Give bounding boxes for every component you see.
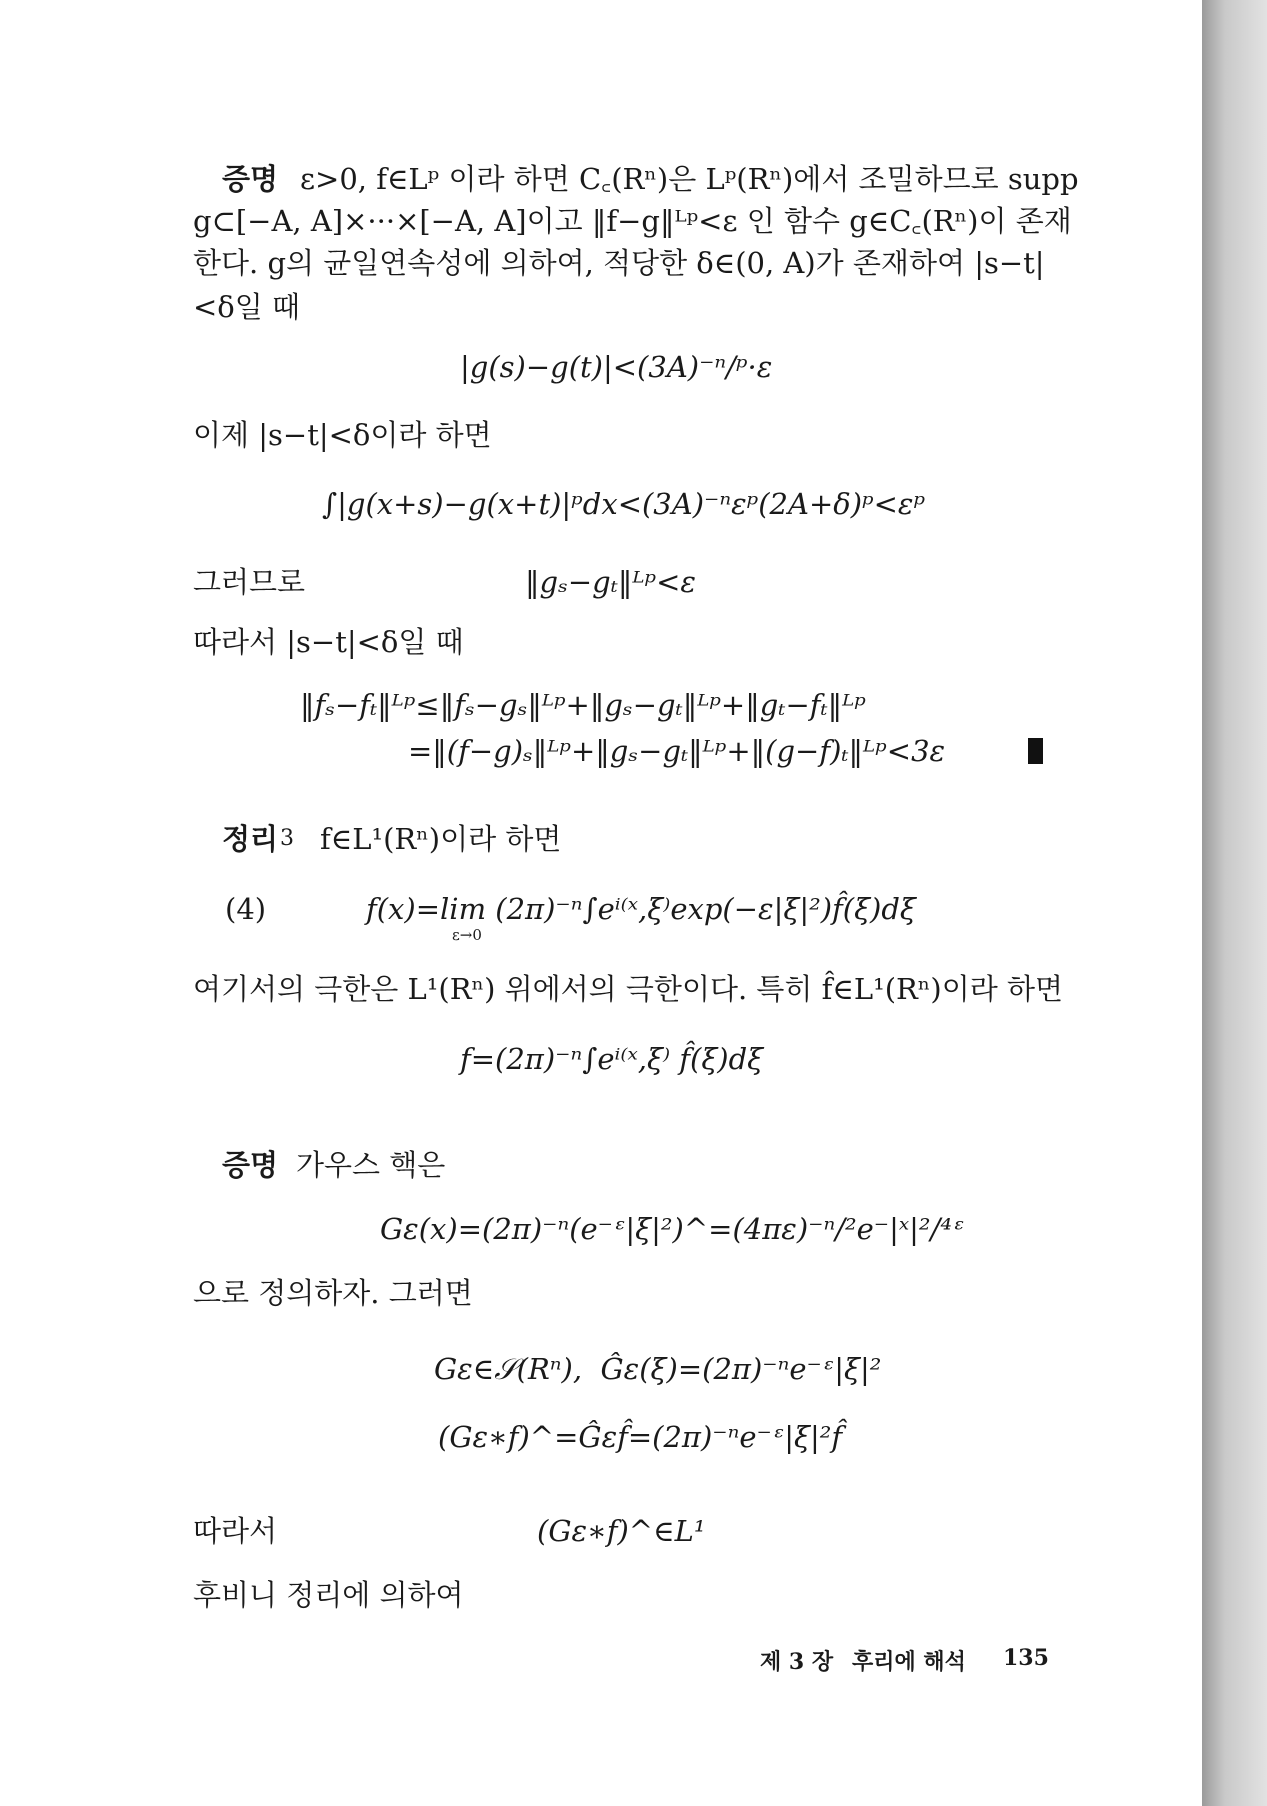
- theorem-number: 3: [280, 826, 294, 851]
- proof1-line4: <δ일 때: [193, 290, 301, 324]
- proof1-eq4b: =‖(f−g)ₛ‖ᴸᵖ+‖gₛ−gₜ‖ᴸᵖ+‖(g−f)ₜ‖ᴸᵖ<3ε: [408, 734, 946, 768]
- proof1-eq2: ∫|g(x+s)−g(x+t)|ᵖdx<(3A)⁻ⁿεᵖ(2A+δ)ᵖ<εᵖ: [322, 487, 926, 521]
- lim-subscript: ε→0: [452, 926, 482, 944]
- theorem-eq: f(x)=lim (2π)⁻ⁿ∫eⁱ⁽ˣ,ξ⁾exp(−ε|ξ|²)f̂(ξ)dξ: [366, 892, 916, 926]
- proof1-heading: 증명: [222, 162, 279, 196]
- proof2-line3: 후비니 정리에 의하여: [193, 1578, 464, 1612]
- footer-title: 후리에 해석: [852, 1649, 966, 1675]
- proof1-line1: ε>0, f∈Lᵖ 이라 하면 C꜀(Rⁿ)은 Lᵖ(Rⁿ)에서 조밀하므로 supp: [300, 162, 1079, 196]
- page-number: 135: [1003, 1645, 1049, 1671]
- proof2-line1: 가우스 핵은: [296, 1148, 446, 1182]
- footer-chapter: 제 3 장: [760, 1649, 834, 1675]
- theorem-heading: 정리: [222, 822, 279, 856]
- proof2-line2: 으로 정의하자. 그러면: [193, 1276, 473, 1310]
- page-stack-edge: [1202, 0, 1267, 1806]
- proof2-heading: 증명: [222, 1148, 279, 1182]
- qed-mark: [1028, 738, 1043, 764]
- proof2-therefore-label: 따라서: [193, 1514, 278, 1548]
- proof2-eq2: Gε∈𝒮(Rⁿ), Ĝε(ξ)=(2π)⁻ⁿe⁻ᵋ|ξ|²: [434, 1352, 882, 1386]
- proof1-line3: 한다. g의 균일연속성에 의하여, 적당한 δ∈(0, A)가 존재하여 |s−t|: [193, 246, 1045, 280]
- proof1-eq3: ‖gₛ−gₜ‖ᴸᵖ<ε: [525, 565, 696, 599]
- proof1-line6: 따라서 |s−t|<δ일 때: [193, 625, 464, 659]
- proof1-line2: g⊂[−A, A]×···×[−A, A]이고 ‖f−g‖ᴸᵖ<ε 인 함수 g∈C꜀(Rⁿ)이 존재: [193, 204, 1072, 238]
- proof1-eq1: |g(s)−g(t)|<(3A)⁻ⁿ/ᵖ·ε: [460, 350, 773, 384]
- theorem-eq2: f=(2π)⁻ⁿ∫eⁱ⁽ˣ,ξ⁾ f̂(ξ)dξ: [460, 1042, 764, 1076]
- theorem-statement: f∈L¹(Rⁿ)이라 하면: [320, 822, 562, 856]
- proof2-eq3: (Gε∗f)^=Ĝεf̂=(2π)⁻ⁿe⁻ᵋ|ξ|²f̂: [438, 1420, 843, 1454]
- proof2-eq4: (Gε∗f)^∈L¹: [537, 1514, 706, 1548]
- proof2-eq1: Gε(x)=(2π)⁻ⁿ(e⁻ᵋ|ξ|²)^=(4πε)⁻ⁿ/²e⁻|ˣ|²/⁴ᵋ: [380, 1212, 965, 1246]
- theorem-line1: 여기서의 극한은 L¹(Rⁿ) 위에서의 극한이다. 특히 f̂∈L¹(Rⁿ)이라 하면: [193, 972, 1064, 1006]
- proof1-therefore-label: 그러므로: [193, 565, 306, 599]
- proof1-line5: 이제 |s−t|<δ이라 하면: [193, 418, 492, 452]
- proof1-eq4a: ‖fₛ−fₜ‖ᴸᵖ≤‖fₛ−gₛ‖ᴸᵖ+‖gₛ−gₜ‖ᴸᵖ+‖gₜ−fₜ‖ᴸᵖ: [300, 688, 866, 722]
- equation-label: (4): [225, 892, 267, 926]
